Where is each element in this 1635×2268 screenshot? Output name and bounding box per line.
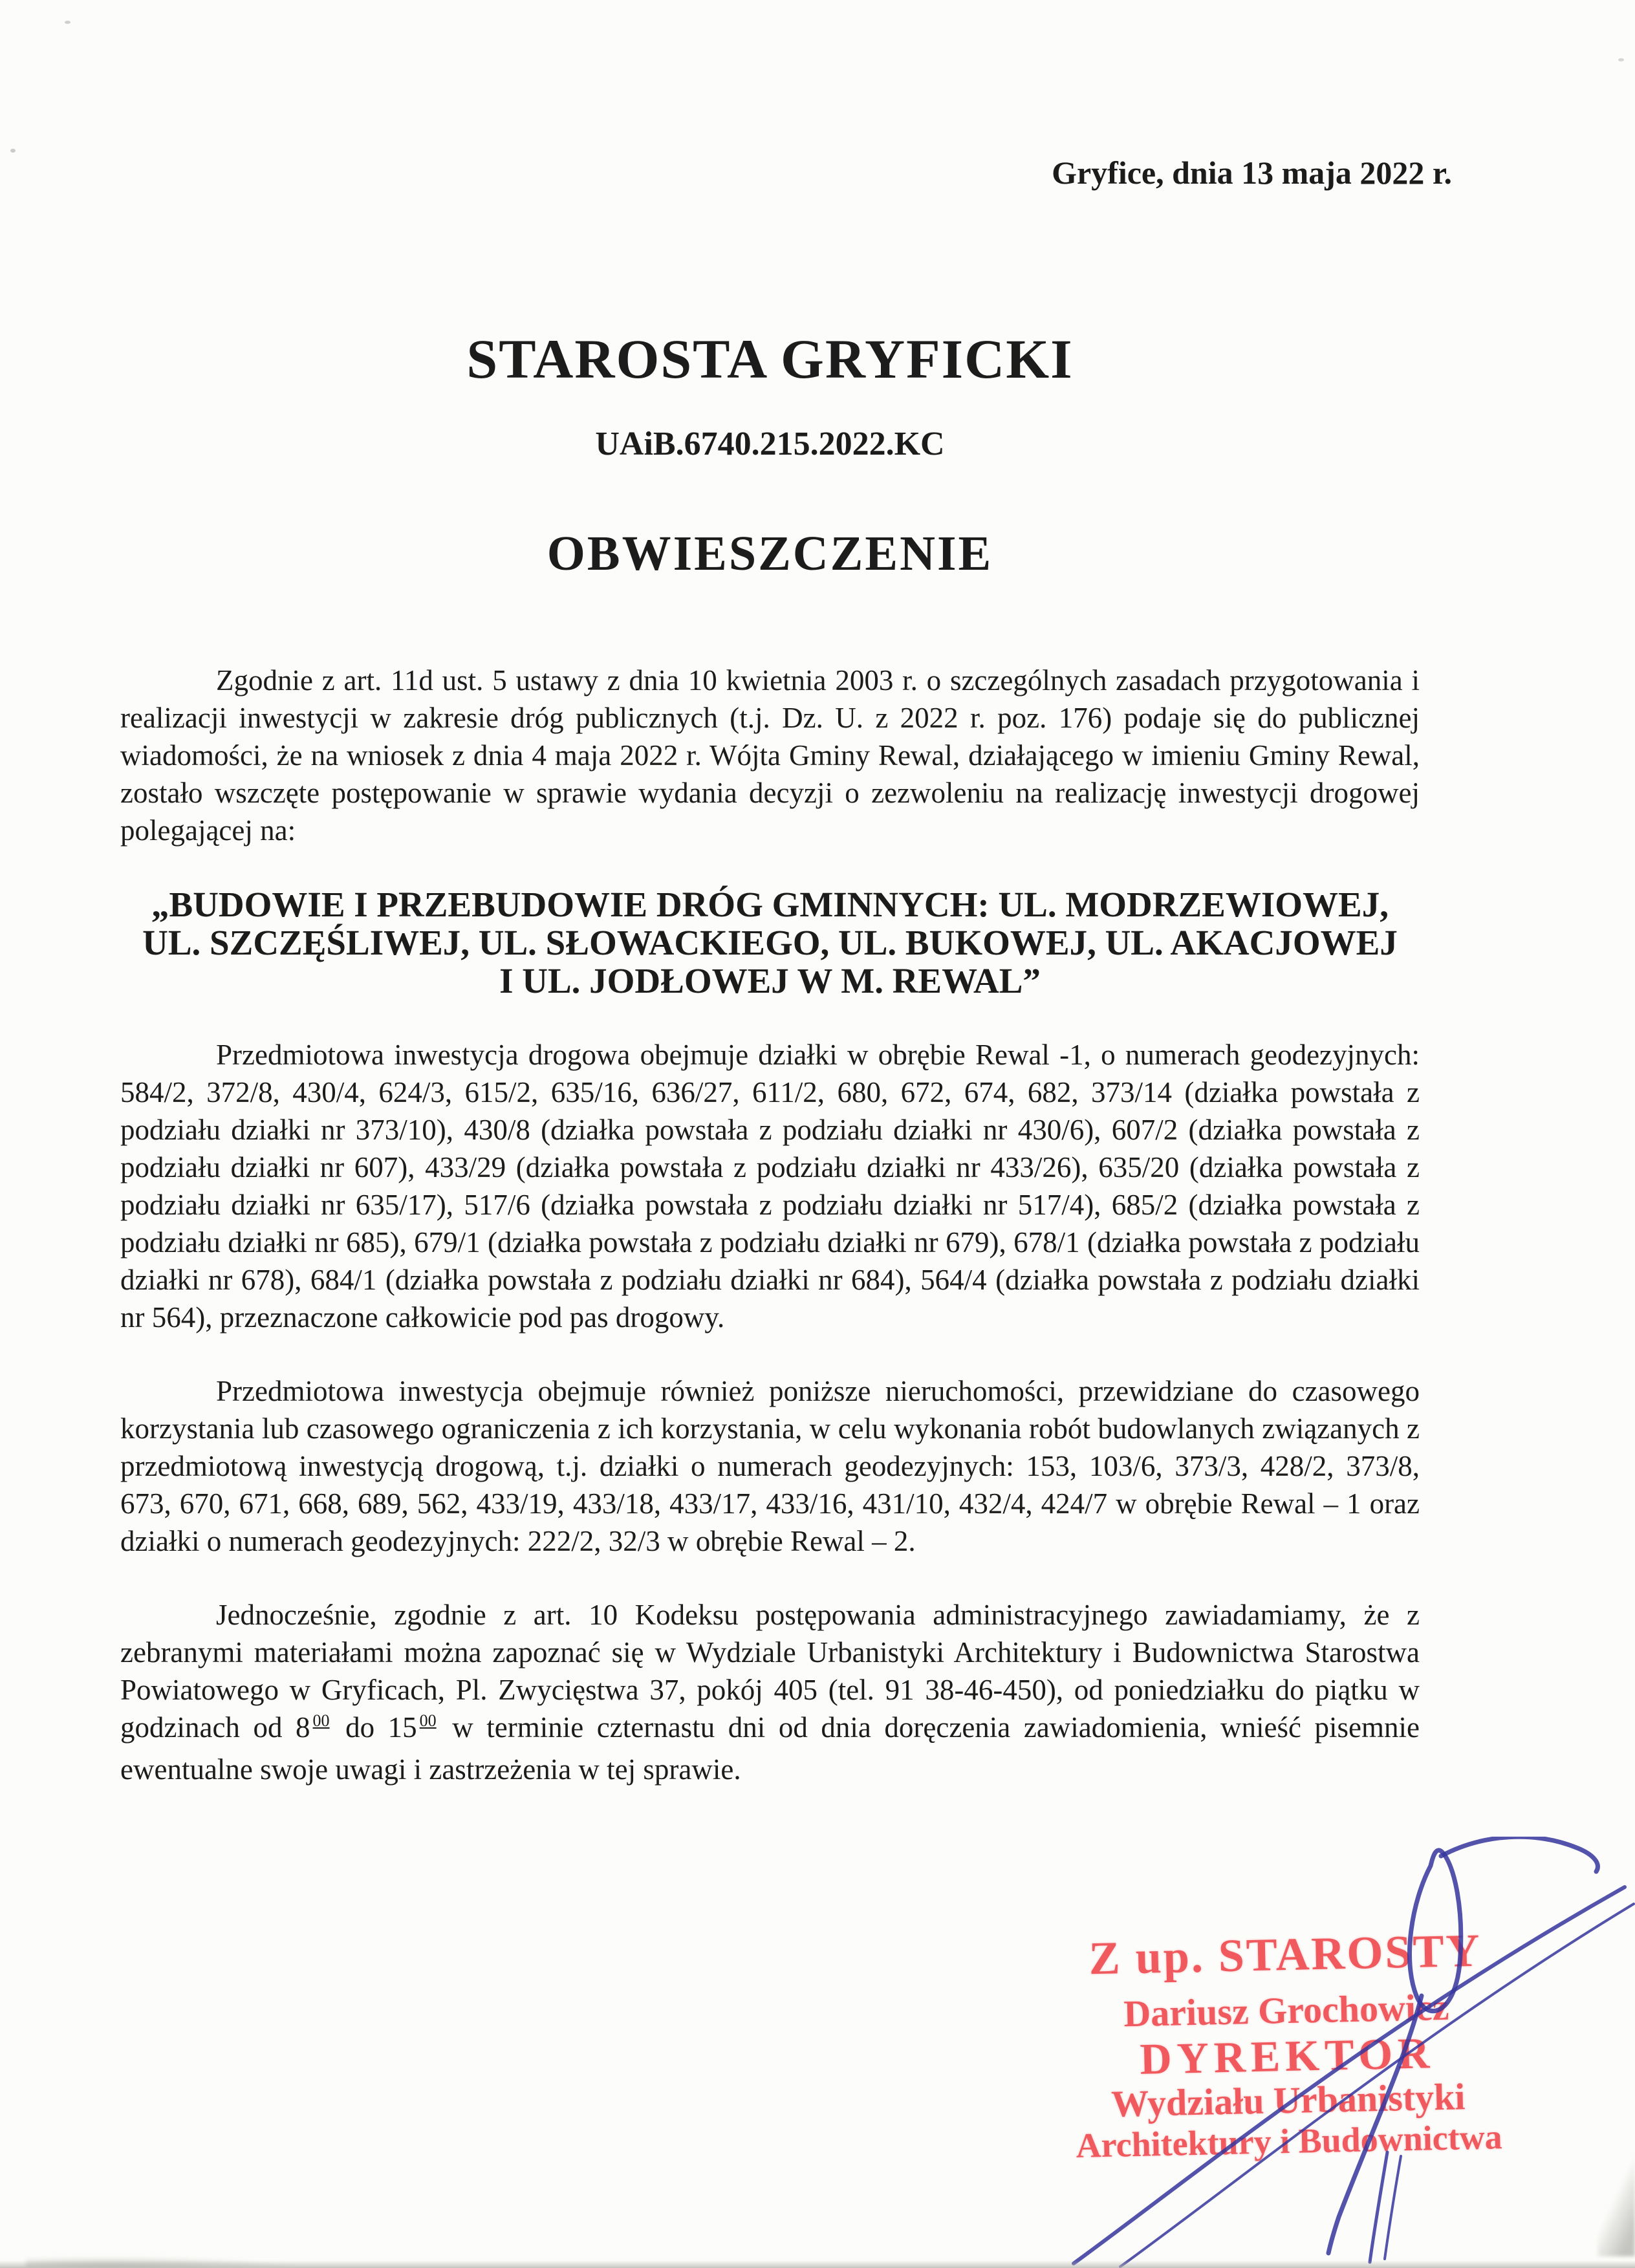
subject-heading — [120, 885, 1420, 1000]
official-stamp — [1052, 1924, 1522, 2166]
stamp-authorization-line: Z up. STAROSTY — [1088, 1924, 1482, 1985]
p4-text-a: Jednocześnie, zgodnie z art. 10 Kodeksu postępowania administracyjnego zawiadamiamy, że z zebranymi materiałami można zapoznać się w Wydziale Urbanistyki Architektury i Budownictwa Starostwa Powiatowego w Gryficach, Pl. Zwycięstwa 37, pokój 405 (tel. 91 38-46-450), od poniedziałku do piątku w godzinach od 8 — [120, 1599, 1420, 1744]
paragraph-plots-roadway: Przedmiotowa inwestycja drogowa obejmuje działki w obrębie Rewal -1, o numerach geodezyjnych: 584/2, 372/8, 430/4, 624/3, 615/2, 635/16, 636/27, 611/2, 680, 672, 674, 682, 373/14 (działka powstała z podziału działki nr 373/10), 430/8 (działka powstała z podziału działki nr 430/6), 607/2 (działka powstała z podziału działki nr 607), 433/29 (działka powstała z podziału działki nr 433/26), 635/20 (działka powstała z podziału działki nr 635/17), 517/6 (działka powstała z podziału działki nr 517/4), 685/2 (działka powstała z podziału działki nr 685), 679/1 (działka powstała z podziału działki nr 679), 678/1 (działka powstała z podziału działki nr 678), 684/1 (działka powstała z podziału działki nr 684), 564/4 (działka powstała z podziału działki nr 564), przeznaczone całkowicie pod pas drogowy. — [120, 1039, 1420, 1334]
opening-hour-superscript: 00 — [312, 1711, 330, 1730]
signature-short-stroke-1 — [1370, 2152, 1387, 2262]
document-body — [120, 0, 1420, 1824]
scan-speck — [10, 149, 16, 153]
date-line: Gryfice, dnia 13 maja 2022 r. — [1052, 155, 1452, 191]
subject-line-2: UL. SZCZĘŚLIWEJ, UL. SŁOWACKIEGO, UL. BUKOWEJ, UL. AKACJOWEJ — [142, 923, 1398, 962]
p4-text-c: w terminie czternastu dni od dnia doręczenia zawiadomienia, wnieść pisemnie ewentualne swoje uwagi i zastrzeżenia w tej sprawie. — [120, 1711, 1420, 1786]
signature-short-stroke-2 — [1385, 2156, 1401, 2259]
subject-line-1: „BUDOWIE I PRZEBUDOWIE DRÓG GMINNYCH: UL. MODRZEWIOWEJ, — [151, 885, 1389, 924]
stamp-department-line-1: Wydziału Urbanistyki — [1110, 2075, 1466, 2125]
reference-number: UAiB.6740.215.2022.KC — [595, 426, 945, 462]
stamp-signer-name: Dariusz Grochowicz — [1123, 1985, 1450, 2035]
scan-speck — [65, 21, 70, 24]
subject-line-3: I UL. JODŁOWEJ W M. REWAL” — [499, 961, 1041, 1000]
paragraph-plots-temporary-use: Przedmiotowa inwestycja obejmuje również poniższe nieruchomości, przewidziane do czasowego korzystania lub czasowego ograniczenia z ich korzystania, w celu wykonania robót budowlanych związanych z przedmiotową inwestycją drogową, t.j. działki o numerach geodezyjnych: 153, 103/6, 373/3, 428/2, 373/8, 673, 670, 671, 668, 689, 562, 433/19, 433/18, 433/17, 433/16, 431/10, 432/4, 424/7 w obrębie Rewal – 1 oraz działki o numerach geodezyjnych: 222/2, 32/3 w obrębie Rewal – 2. — [120, 1375, 1420, 1557]
signature-top-curve — [1441, 1837, 1597, 1872]
stamp-signer-title: DYREKTOR — [1139, 2028, 1435, 2084]
announcement-heading: OBWIESZCZENIE — [547, 526, 993, 581]
document-title: STAROSTA GRYFICKI — [466, 328, 1074, 390]
scan-edge-shadow — [0, 2260, 1635, 2268]
paragraph-case-file-information — [120, 1596, 1420, 1788]
scan-speck — [1618, 58, 1624, 61]
closing-hour-superscript: 00 — [419, 1711, 437, 1730]
p4-text-b: do 15 — [332, 1711, 417, 1744]
paragraph-legal-basis: Zgodnie z art. 11d ust. 5 ustawy z dnia 10 kwietnia 2003 r. o szczególnych zasadach przygotowania i realizacji inwestycji w zakresie dróg publicznych (t.j. Dz. U. z 2022 r. poz. 176) podaje się do publicznej wiadomości, że na wniosek z dnia 4 maja 2022 r. Wójta Gminy Rewal, działającego w imieniu Gminy Rewal, zostało wszczęte postępowanie w sprawie wydania decyzji o zezwoleniu na realizację inwestycji drogowej polegającej na: — [120, 664, 1420, 847]
scan-corner-shadow — [1597, 2146, 1635, 2256]
stamp-department-line-2: Architektury i Budownictwa — [1076, 2117, 1503, 2165]
